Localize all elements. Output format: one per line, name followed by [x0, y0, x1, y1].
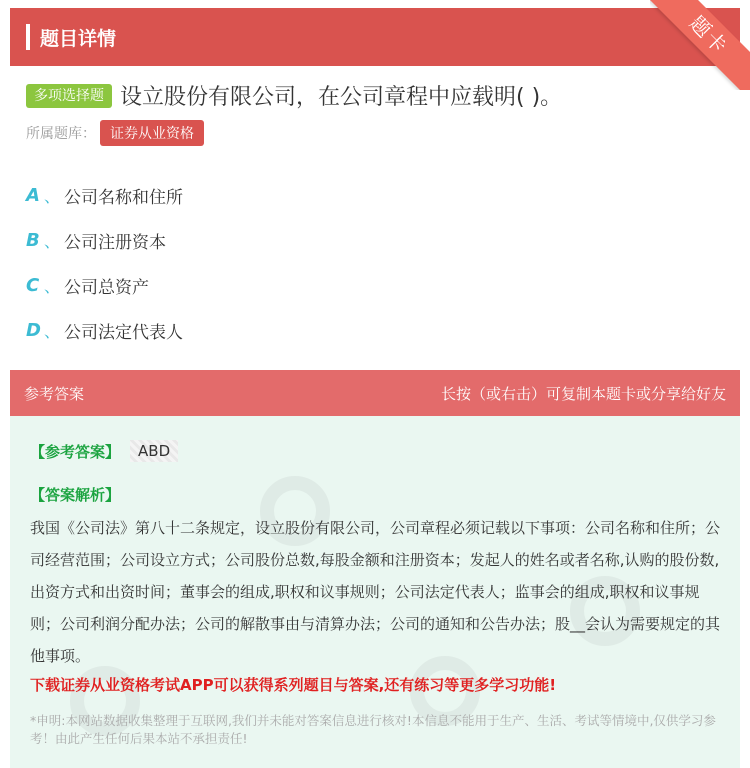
option-a[interactable]: [26, 173, 726, 218]
question-line: [26, 80, 736, 111]
app-download-link[interactable]: 下载证券从业资格考试APP可以获得系列题目与答案,还有练习等更多学习功能!: [30, 676, 557, 694]
option-letter: C: [26, 275, 40, 296]
analysis-label: 【答案解析】: [30, 486, 121, 504]
bank-label: 所属题库：: [26, 126, 96, 142]
option-separator: 、: [44, 322, 61, 341]
answer-header-title: 参考答案: [24, 384, 85, 403]
option-letter: B: [26, 230, 40, 251]
option-separator: 、: [44, 187, 61, 206]
option-b[interactable]: [26, 218, 726, 263]
page-header: [10, 8, 740, 66]
ribbon-label: 题卡: [650, 0, 750, 90]
answer-body: [10, 416, 740, 768]
option-letter: D: [26, 320, 41, 341]
question-bank: [26, 120, 204, 146]
option-text: 公司总资产: [64, 278, 149, 298]
option-separator: 、: [44, 277, 61, 296]
disclaimer: *申明:本网站数据收集整理于互联网,我们并未能对答案信息进行核对!本信息不能用于生产、生活、考试等情境中,仅供学习参考！由此产生任何后果本站不承担责任!: [30, 713, 716, 746]
option-separator: 、: [44, 232, 61, 251]
option-text: 公司注册资本: [64, 233, 166, 253]
question-type-badge: 多项选择题: [26, 84, 112, 108]
answer-value: ABD: [130, 440, 178, 462]
options-list: [26, 173, 726, 353]
option-text: 公司名称和住所: [64, 188, 183, 208]
option-text: 公司法定代表人: [64, 323, 183, 343]
bank-tag[interactable]: 证券从业资格: [100, 120, 204, 146]
option-letter: A: [26, 185, 40, 206]
answer-header: [10, 370, 740, 416]
header-accent-bar: [26, 24, 30, 50]
answer-label: 【参考答案】: [30, 442, 121, 461]
question-text: 设立股份有限公司，在公司章程中应载明( )。: [120, 85, 563, 110]
share-hint[interactable]: 长按（或右击）可复制本题卡或分享给好友: [440, 384, 726, 403]
corner-ribbon: [650, 0, 750, 90]
reference-answer: [30, 440, 178, 462]
option-c[interactable]: [26, 263, 726, 308]
page-title: 题目详情: [40, 27, 117, 50]
option-d[interactable]: [26, 308, 726, 353]
analysis-text: 我国《公司法》第八十二条规定，设立股份有限公司，公司章程必须记载以下事项：公司名称和住所；公司经营范围；公司设立方式；公司股份总数,每股金额和注册资本；发起人的姓名或者名称,认购的股份数,出资方式和出资时间；董事会的组成,职权和议事规则；公司法定代表人；监事会的组成,职权和议事规则；公司利润分配办法；公司的解散事由与清算办法；公司的通知和公告办法；股__会认为需要规定的其他事项。: [30, 519, 721, 665]
